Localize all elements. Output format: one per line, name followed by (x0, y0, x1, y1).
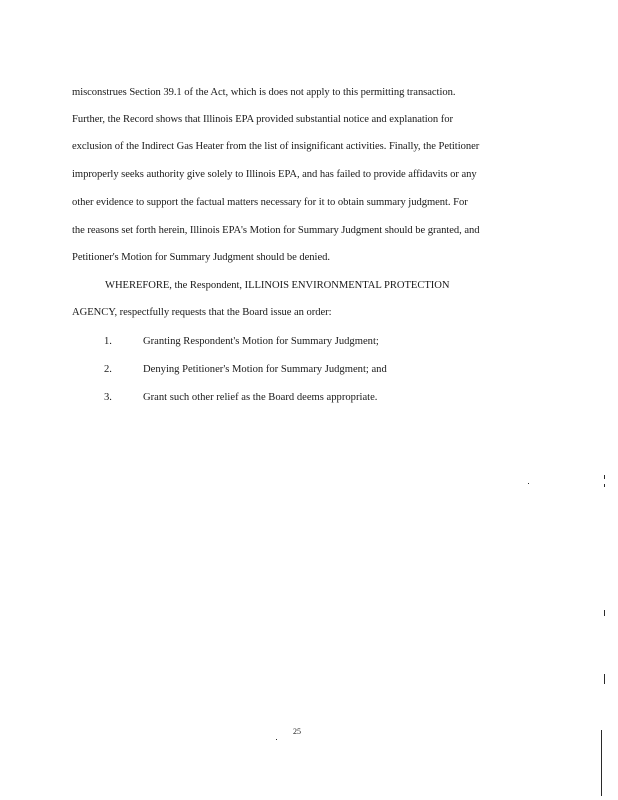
wherefore-line: AGENCY, respectfully requests that the Board issue an order: (72, 307, 332, 318)
request-number: 2. (104, 364, 112, 375)
request-number: 1. (104, 336, 112, 347)
wherefore-line: WHEREFORE, the Respondent, ILLINOIS ENVIRONMENTAL PROTECTION (105, 280, 450, 291)
scan-speck (528, 483, 529, 484)
paragraph-line: Petitioner's Motion for Summary Judgment should be denied. (72, 252, 330, 263)
scan-speck (276, 739, 277, 740)
paragraph-line: exclusion of the Indirect Gas Heater from the list of insignificant activities. Finally, the Petitioner (72, 141, 480, 152)
request-number: 3. (104, 392, 112, 403)
request-text: Granting Respondent's Motion for Summary Judgment; (143, 336, 379, 347)
page-number: 25 (293, 727, 301, 736)
scan-speck (604, 484, 605, 487)
paragraph-line: the reasons set forth herein, Illinois EPA's Motion for Summary Judgment should be granted, and (72, 225, 480, 236)
scan-speck (604, 475, 605, 479)
scan-speck (604, 610, 605, 616)
paragraph-line: other evidence to support the factual matters necessary for it to obtain summary judgment. For (72, 197, 468, 208)
scan-edge-line (601, 730, 602, 796)
paragraph-line: Further, the Record shows that Illinois EPA provided substantial notice and explanation for (72, 114, 453, 125)
request-text: Grant such other relief as the Board deems appropriate. (143, 392, 378, 403)
paragraph-line: misconstrues Section 39.1 of the Act, which is does not apply to this permitting transaction. (72, 87, 456, 98)
paragraph-line: improperly seeks authority give solely to Illinois EPA, and has failed to provide affidavits or any (72, 169, 477, 180)
request-text: Denying Petitioner's Motion for Summary Judgment; and (143, 364, 387, 375)
scan-speck (604, 674, 605, 684)
